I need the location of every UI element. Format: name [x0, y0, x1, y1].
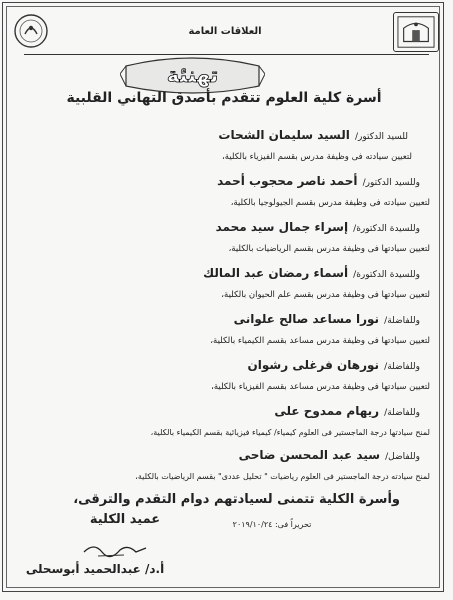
entry-reason: لمنح سيادتها درجة الماجستير فى العلوم كيمياء/ كيمياء فيزيائية بقسم الكيمياء بالكلية، [150, 428, 430, 437]
entry-title: وللفاضلة/ [384, 316, 420, 326]
entry-reason: لتعيين سيادتها فى وظيفة مدرس مساعد بقسم الفيزياء بالكلية، [211, 382, 430, 392]
entry-heading [203, 262, 420, 281]
signer-name: أ.د/ عبدالحميد أبوسحلى [25, 562, 165, 576]
entry-name: أسماء رمضان عبد المالك [203, 266, 349, 280]
department-title: العلاقات العامة [188, 26, 262, 37]
entry-reason: لتعيين سيادته فى وظيفة مدرس بقسم الجيولوجيا بالكلية، [230, 198, 430, 208]
entry-title: وللسيدة الدكتورة/ [353, 270, 420, 280]
entry-name: نورهان فرغلى رشوان [247, 358, 380, 372]
entry-heading [239, 444, 420, 463]
entry-title: وللفاضل/ [385, 452, 420, 462]
entry-name: إسراء جمال سيد محمد [215, 220, 349, 234]
entry-name: ريهام ممدوح على [274, 404, 380, 418]
issue-date: تحريراً فى: ٢٠١٩/١٠/٢٤ [232, 520, 312, 529]
entry-heading [217, 170, 420, 189]
entry-name: أحمد ناصر محجوب أحمد [217, 174, 358, 188]
entry-title: وللفاضلة/ [384, 408, 420, 418]
entry-title: وللسيدة الدكتورة/ [353, 224, 420, 234]
entry-reason: لتعيين سيادتها فى وظيفة مدرس بقسم علم الحيوان بالكلية، [221, 290, 430, 300]
closing-line: وأسرة الكلية تتمنى لسيادتهم دوام التقدم والترقى، [73, 492, 400, 507]
entry-reason: لتعيين سيادتها فى وظيفة مدرس بقسم الرياضيات بالكلية، [228, 244, 430, 254]
header-divider [24, 54, 429, 55]
entry-heading [234, 308, 420, 327]
entry-heading [218, 124, 408, 143]
entry-reason: لمنح سيادته درجة الماجستير فى العلوم رياضيات " تحليل عددى" بقسم الرياضيات بالكلية، [135, 472, 430, 481]
dean-title: عميد الكلية [89, 512, 161, 527]
banner-heading: تهنئة [166, 63, 219, 87]
entry-title: للسيد الدكتور/ [354, 132, 408, 142]
intro-line: أسرة كلية العلوم تتقدم بأصدق التهاني القلبية [66, 90, 382, 106]
entry-reason: لتعيين سيادته فى وظيفة مدرس بقسم الفيزياء بالكلية، [222, 152, 412, 162]
entry-name: السيد سليمان الشحات [218, 128, 350, 142]
entry-name: نورا مساعد صالح علوانى [233, 312, 380, 326]
entry-title: وللفاضلة/ [384, 362, 420, 372]
entry-heading [274, 400, 420, 419]
entry-title: وللسيد الدكتور/ [362, 178, 420, 188]
entry-reason: لتعيين سيادتها فى وظيفة مدرس مساعد بقسم الكيمياء بالكلية، [210, 336, 430, 346]
university-emblem-icon [393, 12, 439, 52]
entry-heading [216, 216, 420, 235]
signature-mark [80, 538, 150, 560]
entry-heading [248, 354, 420, 373]
entry-name: سيد عبد المحسن ضاحى [238, 448, 381, 462]
faculty-emblem-icon [12, 12, 50, 50]
